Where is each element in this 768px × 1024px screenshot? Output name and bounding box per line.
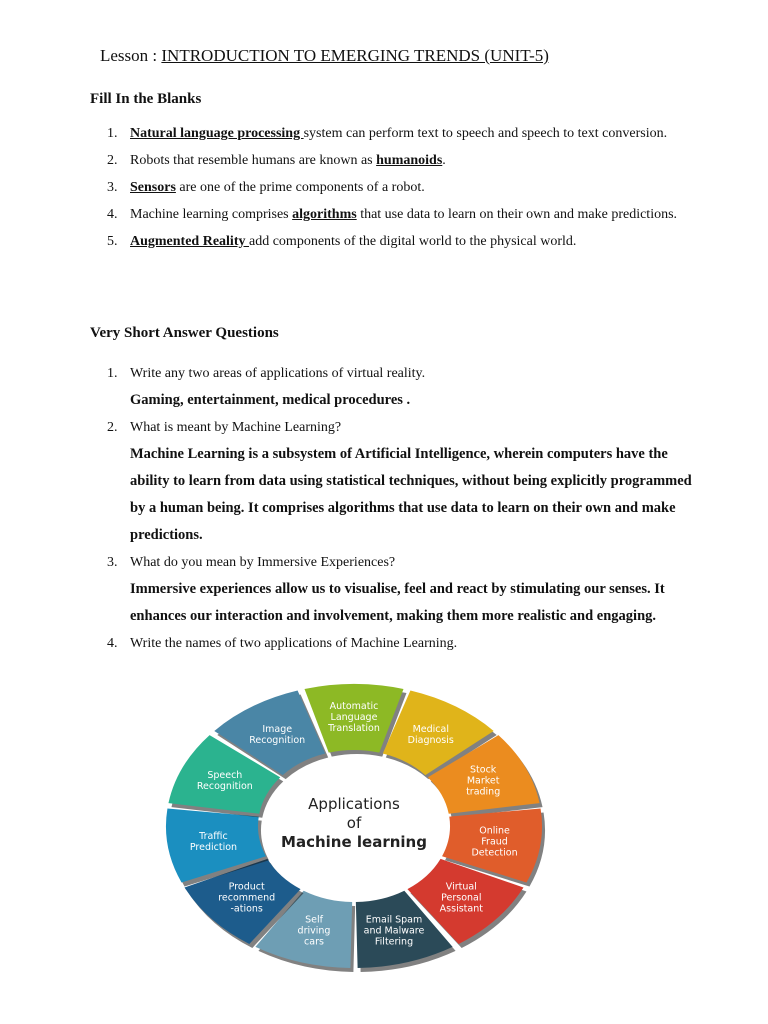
diagram-title-line1: Applications <box>308 795 400 813</box>
lesson-topic: INTRODUCTION TO EMERGING TRENDS (UNIT-5) <box>161 46 549 65</box>
blank-answer: humanoids <box>376 153 443 168</box>
vsa-heading: Very Short Answer Questions <box>90 325 279 341</box>
diagram-title-line3: Machine learning <box>281 833 427 851</box>
segment-label: Speech Recognition <box>196 770 253 793</box>
list-item: 3. Sensors are one of the prime components of a robot. <box>107 180 425 195</box>
list-item: 2. Robots that resemble humans are known as humanoids. <box>107 153 446 168</box>
lesson-label: Lesson : <box>100 46 158 65</box>
answer-text: Immersive experiences allow us to visualise, feel and react by stimulating our senses. It enhances our interaction and involvement, making them more realistic and engaging. <box>130 581 665 624</box>
question-item: 3. What do you mean by Immersive Experiences? Immersive experiences allow us to visualise, feel and react by stimulating our senses. It enhances our interaction and involvement, making them more realistic and engaging. <box>90 549 710 630</box>
blank-answer: Sensors <box>130 180 176 195</box>
segment-label: Self driving cars <box>297 914 331 948</box>
fill-blanks-list <box>90 120 710 255</box>
diagram-title-line2: of <box>346 814 362 832</box>
segment-label: Medical Diagnosis <box>407 723 454 746</box>
blank-answer: Augmented Reality <box>130 234 249 249</box>
question-text: Write any two areas of applications of virtual reality. <box>130 366 426 381</box>
applications-wheel <box>158 676 550 976</box>
answer-text: Machine Learning is a subsystem of Artificial Intelligence, wherein computers have the ability to learn from data using statistical techniques, without being explicitly programmed by a human being. It comprises algorithms that use data to learn on their own and make predictions. <box>130 446 692 543</box>
segment-label: Stock Market trading <box>466 764 501 798</box>
segment-label: Image Recognition <box>249 723 306 746</box>
list-item: 5. Augmented Reality add components of the digital world to the physical world. <box>107 234 577 249</box>
segment-label: Product recommend -ations <box>218 881 276 915</box>
ml-applications-diagram <box>158 676 550 976</box>
vsa-list <box>90 360 710 657</box>
segment-label: Traffic Prediction <box>189 831 238 854</box>
question-item: 4. Write the names of two applications of Machine Learning. <box>90 630 710 657</box>
question-text: What is meant by Machine Learning? <box>130 420 342 435</box>
fill-blanks-heading: Fill In the Blanks <box>90 91 202 107</box>
question-item: 2. What is meant by Machine Learning? Machine Learning is a subsystem of Artificial Intelligence, wherein computers have the ability to learn from data using statistical techniques, without being explicitly programmed by a human being. It comprises algorithms that use data to learn on their own and make predictions. <box>90 414 710 549</box>
blank-answer: Natural language processing <box>130 126 304 141</box>
list-item: 1. Natural language processing system can perform text to speech and speech to text conversion. <box>107 126 668 141</box>
answer-text: Gaming, entertainment, medical procedures . <box>130 392 411 408</box>
question-text: Write the names of two applications of Machine Learning. <box>130 636 458 651</box>
blank-answer: algorithms <box>292 207 357 222</box>
list-item: 4. Machine learning comprises algorithms that use data to learn on their own and make predictions. <box>107 207 678 222</box>
segment-label: Online Fraud Detection <box>471 825 518 859</box>
question-item: 1. Write any two areas of applications of virtual reality. Gaming, entertainment, medical procedures . <box>90 360 710 414</box>
segment-label: Virtual Personal Assistant <box>439 881 483 915</box>
segment-label: Email Spam and Malware Filtering <box>363 914 425 948</box>
page-title <box>100 46 549 66</box>
question-text: What do you mean by Immersive Experiences? <box>130 555 396 570</box>
segment-label: Automatic Language Translation <box>328 701 380 734</box>
